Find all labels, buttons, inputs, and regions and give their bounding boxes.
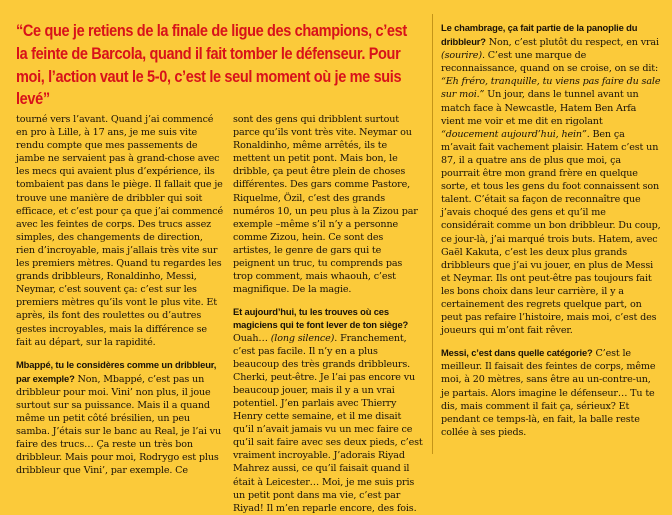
- interview-answer: [233, 332, 423, 515]
- answer-text: . Ben ça m’avait fait vachement plaisir. Hatem c’est un 87, il a quatre ans de plus que moi, ça pourrait être mon grand frère en quelque sorte, et tous les gens du foot connaissent son talent. C’était sa façon de reconnaître que j’avais choqué des gens et qu’il me considérait comme un bon dribbleur. Du coup, ce jour-là, j’ai marqué trois buts. Hatem, avec Gaël Kakuta, c’est les deux plus grands dribbleurs que j’ai vu jouer, en plus de Messi et Neymar. Ils ont peut-être pas toujours fait les bons choix dans leur carrière, il y a certainement des regrets quelque part, on peut pas refaire l’histoire, mais moi, c’est des joueurs qui m’ont fait rêver.: [441, 128, 661, 337]
- column-divider: [432, 14, 433, 454]
- article-column-2: [233, 113, 423, 515]
- answer-text: . C’est une marque de reconnaissance, quand on se croise, on se dit:: [441, 50, 659, 75]
- question-answer-paragraph: [441, 346, 661, 439]
- question-answer-paragraph: [16, 358, 224, 478]
- pull-quote: “Ce que je retiens de la finale de ligue des champions, c’est la feinte de Barcola, quand il fait tomber le défenseur. Pour moi, l’action vaut le 5-0, c’est le seul moment où je me suis levé”: [16, 22, 407, 109]
- stage-direction: (sourire): [441, 50, 482, 62]
- article-column-1: [16, 113, 224, 478]
- answer-text: Ouah…: [233, 332, 271, 344]
- interview-answer: Non, Mbappé, c’est pas un dribbleur pour moi. Vini’ non plus, il joue surtout sur sa puissance. Mais il a quand même un petit côté brésilien, un peu samba. J’étais sur le banc au Real, je l’ai vu faire des trucs… Ça reste un très bon dribbleur. Mais pour moi, Rodrygo est plus dribbleur que Vini’, par exemple. Ce: [16, 373, 221, 477]
- answer-text: . Franchement, c’est pas facile. Il n’y en a plus beaucoup des très grands dribbleurs. Cherki, peut-être. Je l’ai pas encore vu beaucoup jouer, mais il y a un vrai potentiel. J’en parlais avec Thierry Henry cette semaine, et il me disait qu’il n’avait jamais vu un mec faire ce qu’il sait faire avec ses deux pieds, c’est vraiment incroyable. J’adorais Riyad Mahrez aussi, ce qu’il faisait quand il était à Leicester… Moi, je me suis pris un petit pont dans ma vie, c’est par Riyad! Il m’en reparle encore, des fois.: [233, 332, 423, 514]
- interview-question: Messi, c’est dans quelle catégorie?: [441, 347, 593, 359]
- body-paragraph: tourné vers l’avant. Quand j’ai commencé en pro à Lille, à 17 ans, je me suis vite rendu compte que mes passements de jambe ne servaient pas à grand-chose avec les mecs qui avaient plus d’expérience, ils tombaient pas dans le piège. Il fallait que je trouve une manière de dribbler qui soit efficace, et c’est pour ça que j’ai commencé avec les feintes de corps. Des trucs assez simples, des changements de direction, rien d’incroyable, mais j’allais très vite sur les premiers mètres. Quand tu regardes les grands dribbleurs, Ronaldinho, Messi, Neymar, c’est souvent ça: c’est sur les premiers mètres qu’ils vont le plus vite. Et après, ils font des roulettes ou d’autres gestes incroyables, mais la différence se fait au départ, sur la rapidité.: [16, 114, 224, 348]
- body-paragraph: sont des gens qui dribblent surtout parce qu’ils vont très vite. Neymar ou Ronaldinho, même arrêtés, ils te mettent un petit pont. Mais bon, le dribble, ça peut être plein de choses différentes. Des gars comme Pastore, Riquelme, Özil, c’est des grands numéros 10, un peu plus à la Zizou par exemple –même s’il n’y a personne comme Zizou, hein. Ce sont des artistes, le genre de gars qui te peignent un truc, tu comprends pas trop comment, mais whaouh, c’est magnifique. De la magie.: [233, 114, 418, 296]
- quoted-speech: “Eh fréro, tranquille, tu viens pas faire du sale sur moi.”: [441, 76, 661, 101]
- answer-text: Non, c’est plutôt du respect, en vrai: [485, 37, 659, 49]
- interview-question: Le chambrage, ça fait partie de la panoplie du dribbleur?: [441, 22, 638, 48]
- quoted-speech: “doucement aujourd’hui, hein”: [441, 128, 587, 140]
- stage-direction: (long silence): [270, 332, 335, 344]
- answer-text: C’est le meilleur. Il faisait des feintes de corps, même moi, à 20 mètres, sans être au un-contre-un, je partais. Alors imagine le défenseur… Tu te dis, mais comment il fait ça, sérieux? Et pendant ce temps-là, en fait, la balle reste collée à ses pieds.: [441, 348, 656, 438]
- answer-text: Un jour, dans le tunnel avant un match face à Newcastle, Hatem Ben Arfa vient me voir et me dit en rigolant: [441, 89, 639, 127]
- interview-question: Mbappé, tu le considères comme un dribbleur, par exemple?: [16, 358, 217, 384]
- article-column-3: [441, 21, 661, 439]
- question-answer-paragraph: [441, 21, 661, 337]
- interview-question: Et aujourd’hui, tu les trouves où ces magiciens qui te font lever de ton siège?: [233, 306, 409, 331]
